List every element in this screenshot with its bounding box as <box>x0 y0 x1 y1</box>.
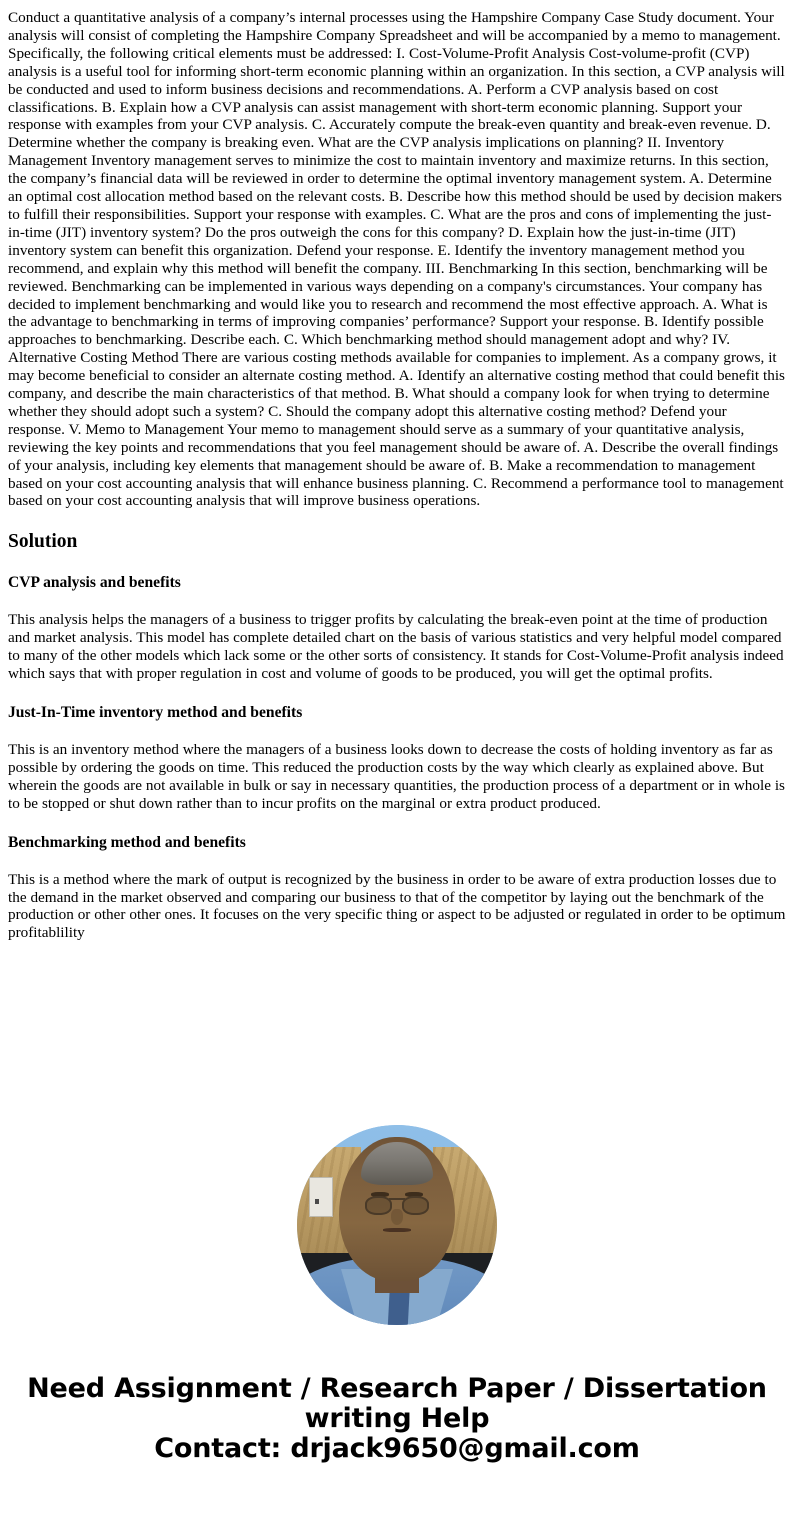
section-heading-cvp: CVP analysis and benefits <box>8 574 181 592</box>
contact-call-to-action <box>8 1374 786 1464</box>
avatar-hair <box>361 1142 433 1185</box>
assignment-prompt: Conduct a quantitative analysis of a company’s internal processes using the Hampshire Company Case Study document. Your analysis will consist of completing the Hampshire Company Spreadsheet and will be accompanied by a memo to management. Specifically, the following critical elements must be addressed: I. Cost-Volume-Profit Analysis Cost-volume-profit (CVP) analysis is a useful tool for informing short-term economic planning within an organization. In this section, a CVP analysis will be conducted and used to inform business decisions and recommendations. A. Perform a CVP analysis based on cost classifications. B. Explain how a CVP analysis can assist management with short-term economic planning. Support your response with examples from your CVP analysis. C. Accurately compute the break-even quantity and break-even revenue. D. Determine whether the company is breaking even. What are the CVP analysis implications on planning? II. Inventory Management Inventory management serves to minimize the cost to maintain inventory and maximize returns. In this section, the company’s financial data will be reviewed in order to determine the optimal inventory management system. A. Determine an optimal cost allocation method based on the relevant costs. B. Describe how this method should be used by decision makers to fulfill their responsibilities. Support your response with examples. C. What are the pros and cons of implementing the just-in-time (JIT) inventory system? Do the pros outweigh the cons for this company? D. Explain how the just-in-time (JIT) inventory system can benefit this organization. Defend your response. E. Identify the inventory management method you recommend, and explain why this method will benefit the company. III. Benchmarking In this section, benchmarking will be reviewed. Benchmarking can be implemented in various ways depending on a company's circumstances. Your company has decided to implement benchmarking and would like you to research and recommend the most effective approach. A. What is the advantage to benchmarking in terms of improving companies’ performance? Support your response. B. Identify possible approaches to benchmarking. Describe each. C. Which benchmarking method should management adopt and why? IV. Alternative Costing Method There are various costing methods available for companies to implement. As a company grows, it may become beneficial to consider an alternate costing method. A. Identify an alternative costing method that could benefit this company, and describe the main characteristics of that method. B. What should a company look for when trying to determine whether they should adopt such a system? C. Should the company adopt this alternative costing method? Defend your response. V. Memo to Management Your memo to management should serve as a summary of your quantitative analysis, reviewing the key points and recommendations that you feel management should be aware of. A. Describe the overall findings of your analysis, including key elements that management should be aware of. B. Make a recommendation to management based on your cost accounting analysis that will enhance business planning. C. Recommend a performance tool to management based on your cost accounting analysis that will improve business operations. <box>8 9 785 510</box>
solution-heading: Solution <box>8 531 78 553</box>
avatar-container <box>8 1125 786 1325</box>
section-heading-jit: Just-In-Time inventory method and benefits <box>8 704 303 721</box>
section-body-benchmarking: This is a method where the mark of output is recognized by the business in order to be aware of extra production losses due to the demand in the market observed and comparing our business to that of the competitor by laying out the benchmark of the production or other other ones. It focuses on the very specific thing or aspect to be adjusted or regulated in order to be optimum profitablility <box>8 870 786 942</box>
avatar-face <box>339 1137 455 1281</box>
avatar-background-switchplate <box>309 1177 333 1217</box>
avatar-lens-right <box>402 1196 430 1215</box>
cta-headline: Need Assignment / Research Paper / Dissertation writing Help <box>27 1373 767 1435</box>
section-body-jit: This is an inventory method where the managers of a business looks down to decrease the costs of holding inventory as far as possible by ordering the goods on time. This reduced the production costs by the way which clearly as explained above. But wherein the goods are not available in bulk or say in necessary quantities, the production process of a department or in whole is to be stopped or shut down rather than to incur profits on the marginal or extra product produced. <box>8 741 785 812</box>
avatar-glasses-bridge <box>389 1198 405 1200</box>
avatar-mouth <box>383 1228 411 1232</box>
avatar-nose <box>391 1209 403 1225</box>
cta-contact-email: Contact: drjack9650@gmail.com <box>154 1433 640 1465</box>
avatar <box>297 1125 497 1325</box>
section-heading-benchmarking: Benchmarking method and benefits <box>8 833 246 851</box>
section-body-cvp: This analysis helps the managers of a business to trigger profits by calculating the break-even point at the time of production and market analysis. This model has complete detailed chart on the basis of various statistics and very helpful model compared to many of the other models which lack some or the other sorts of consistency. It stands for Cost-Volume-Profit analysis indeed which says that with proper regulation in cost and volume of goods to be produced, you will get the optimal profits. <box>8 611 784 683</box>
document-page <box>0 9 794 1464</box>
